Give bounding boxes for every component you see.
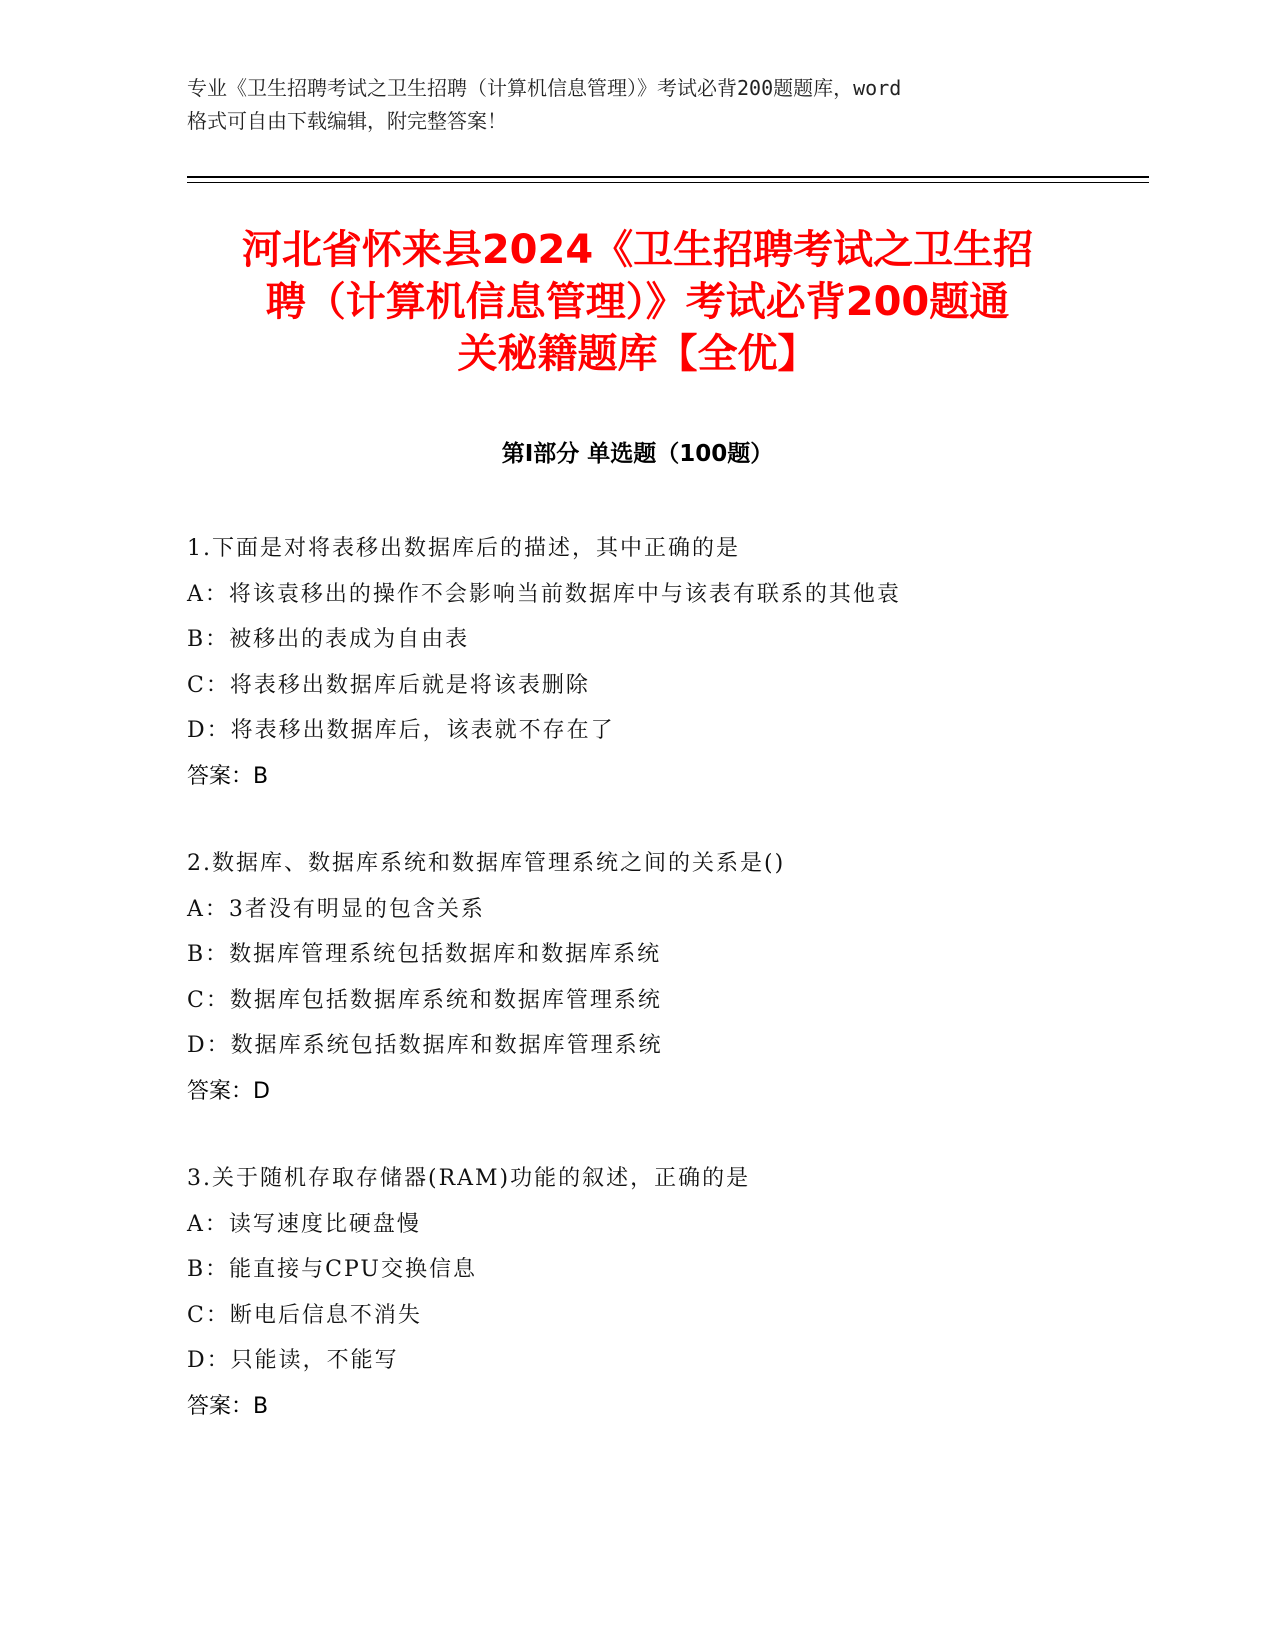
option-d: D：将表移出数据库后，该表就不存在了 [187, 718, 615, 743]
header-note [187, 72, 1087, 138]
document-title-line: 河北省怀来县2024《卫生招聘考试之卫生招 [241, 227, 1034, 273]
question-item [187, 841, 1087, 1114]
document-title-line: 聘（计算机信息管理）》考试必背200题通 [265, 279, 1010, 325]
header-divider-thin [187, 182, 1149, 183]
question-stem: 2.数据库、数据库系统和数据库管理系统之间的关系是() [187, 851, 786, 876]
question-list [187, 526, 1087, 1471]
header-note-line: 格式可自由下载编辑，附完整答案！ [187, 109, 507, 133]
question-stem: 1.下面是对将表移出数据库后的描述，其中正确的是 [187, 536, 740, 561]
option-b: B：数据库管理系统包括数据库和数据库系统 [187, 942, 662, 967]
answer-text: 答案：B [187, 1393, 269, 1419]
question-item [187, 1156, 1087, 1429]
option-d: D：数据库系统包括数据库和数据库管理系统 [187, 1033, 663, 1058]
header-divider-thick [187, 176, 1149, 178]
answer-text: 答案：D [187, 1078, 270, 1104]
option-a: A：读写速度比硬盘慢 [187, 1211, 421, 1237]
option-a: A：将该袁移出的操作不会影响当前数据库中与该表有联系的其他袁 [187, 581, 901, 607]
section-title: 第Ⅰ部分 单选题（100题） [501, 441, 774, 467]
question-item [187, 526, 1087, 799]
option-c: C：断电后信息不消失 [187, 1302, 422, 1328]
answer-text: 答案：B [187, 763, 269, 789]
option-b: B：被移出的表成为自由表 [187, 627, 470, 652]
document-title-line: 关秘籍题库【全优】 [457, 331, 818, 377]
option-a: A：3者没有明显的包含关系 [187, 896, 485, 922]
document-title [180, 224, 1095, 380]
option-b: B：能直接与CPU交换信息 [187, 1257, 477, 1282]
header-note-line: 专业《卫生招聘考试之卫生招聘（计算机信息管理）》考试必背200题题库，word [187, 76, 902, 100]
option-d: D：只能读，不能写 [187, 1348, 399, 1373]
option-c: C：数据库包括数据库系统和数据库管理系统 [187, 987, 662, 1013]
question-stem: 3.关于随机存取存储器(RAM)功能的叙述，正确的是 [187, 1166, 751, 1191]
option-c: C：将表移出数据库后就是将该表删除 [187, 672, 590, 698]
